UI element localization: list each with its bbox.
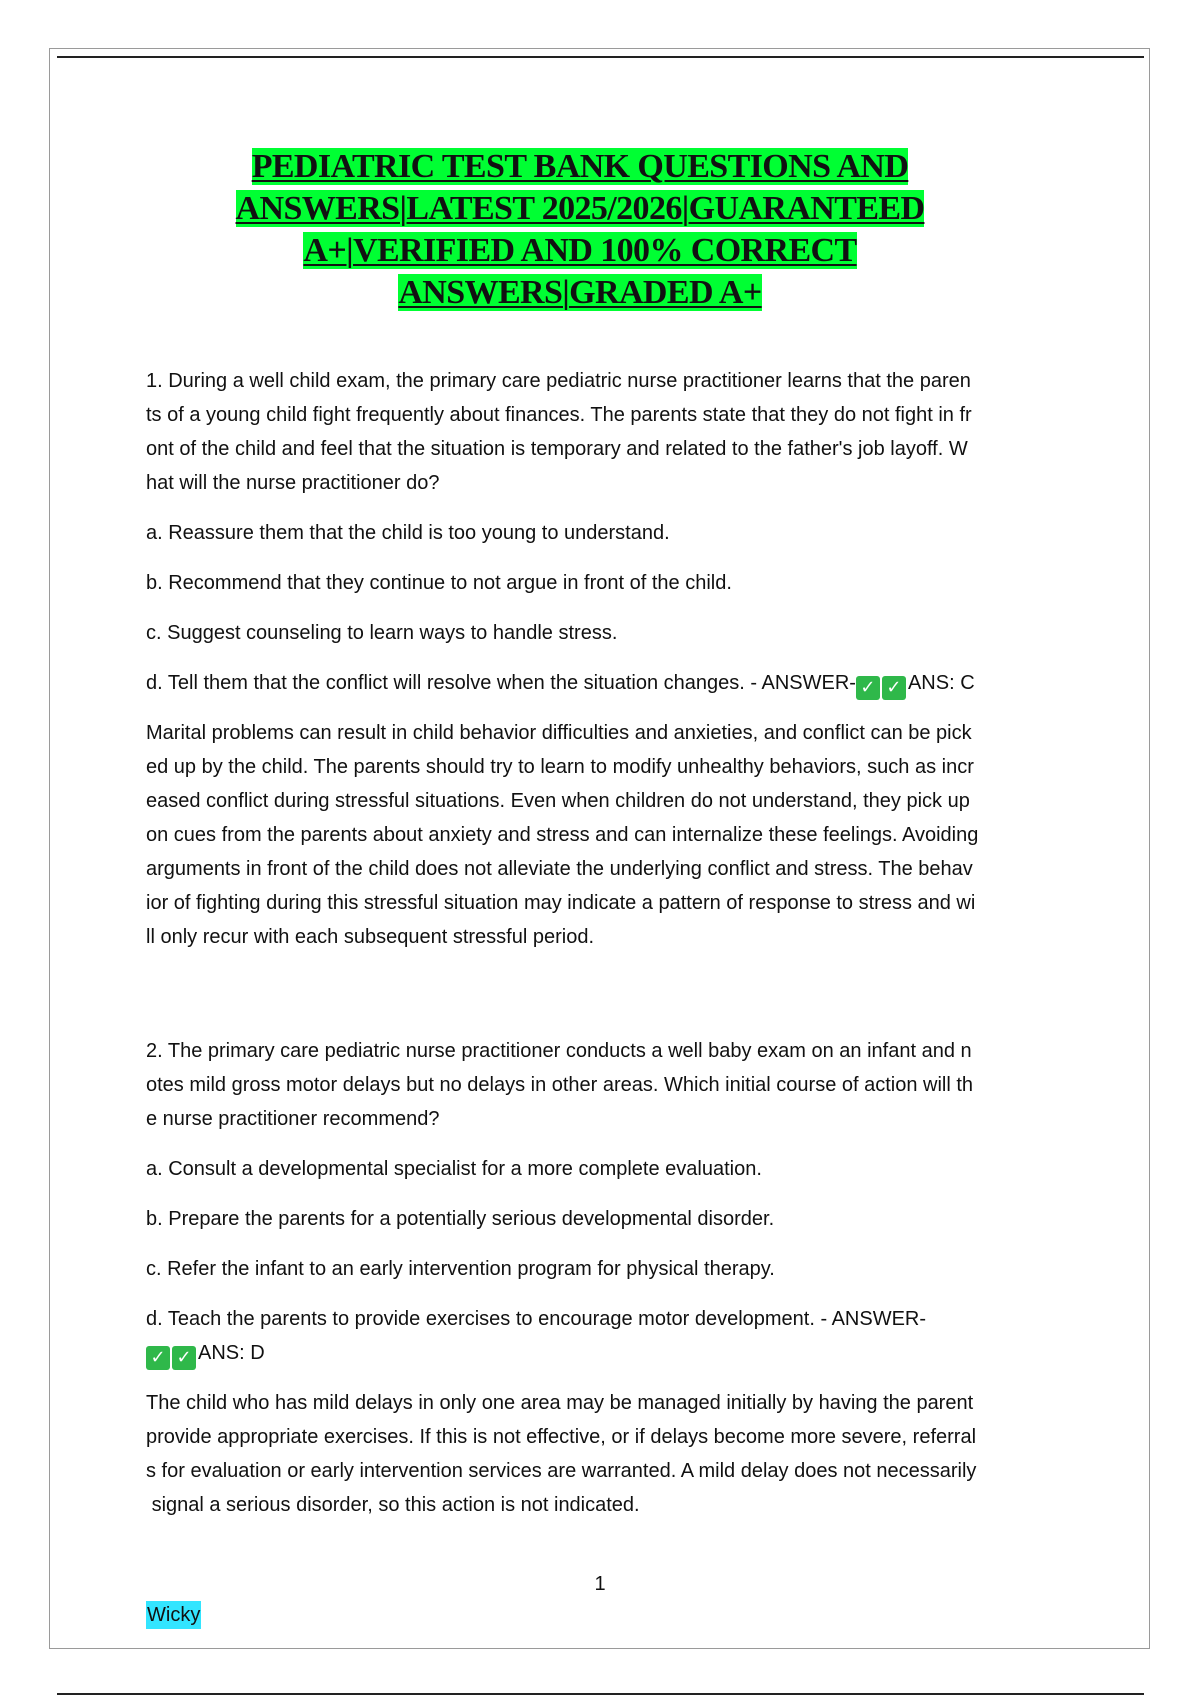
question-2 xyxy=(146,1034,1062,1522)
check-mark-icon: ✓ xyxy=(146,1346,170,1370)
title-line: ANSWERS|GRADED A+ xyxy=(398,274,762,311)
question-spacer xyxy=(146,970,1062,1034)
correct-answer: ANS: C xyxy=(907,672,975,694)
correct-answer: ANS: D xyxy=(198,1342,265,1364)
answer-option-a: a. Reassure them that the child is too young to understand. xyxy=(146,522,670,544)
document-body xyxy=(146,364,1062,1538)
answer-option-b: b. Prepare the parents for a potentially serious developmental disorder. xyxy=(146,1208,775,1230)
question-stem: 2. The primary care pediatric nurse practitioner conducts a well baby exam on an infant and n otes mild gross motor delays but no delays in other areas. Which initial course of action will th e nurse practitioner recommend? xyxy=(146,1040,974,1130)
answer-option-d xyxy=(146,1302,1062,1370)
answer-option-c: c. Suggest counseling to learn ways to handle stress. xyxy=(146,622,618,644)
answer-option-d-text: d. Teach the parents to provide exercises to encourage motor development. - ANSWER- xyxy=(146,1308,927,1330)
check-mark-icon: ✓ xyxy=(856,676,880,700)
title-line: A+|VERIFIED AND 100% CORRECT xyxy=(303,232,857,269)
header-rule xyxy=(57,56,1144,58)
question-stem: 1. During a well child exam, the primary care pediatric nurse practitioner learns that the paren ts of a young child fight frequently about finances. The parents state that they do not fight in fr ont of the child and feel that the situation is temporary and related to the father's job layoff. W hat will the nurse practitioner do? xyxy=(146,370,972,494)
answer-rationale: Marital problems can result in child behavior difficulties and anxieties, and conflict can be pick ed up by the child. The parents should try to learn to modify unhealthy behaviors, such as incr eased conflict during stressful situations. Even when children do not understand, they pick up on cues from the parents about anxiety and stress and can internalize these feelings. Avoiding arguments in front of the child does not alleviate the underlying conflict and stress. The behav ior of fighting during this stressful situation may indicate a pattern of response to stress and wi ll only recur with each subsequent stressful period. xyxy=(146,722,979,948)
title-line: PEDIATRIC TEST BANK QUESTIONS AND xyxy=(251,148,909,185)
question-1 xyxy=(146,364,1062,954)
footer-author-name: Wicky xyxy=(146,1601,201,1629)
check-mark-icon: ✓ xyxy=(882,676,906,700)
check-mark-icon: ✓ xyxy=(172,1346,196,1370)
answer-option-a: a. Consult a developmental specialist for a more complete evaluation. xyxy=(146,1158,762,1180)
answer-option-d-text: d. Tell them that the conflict will resolve when the situation changes. - ANSWER- xyxy=(146,672,856,694)
answer-rationale: The child who has mild delays in only one area may be managed initially by having the parent provide appropriate exercises. If this is not effective, or if delays become more severe, referral s for evaluation or early intervention services are warranted. A mild delay does not necessarily signal a serious disorder, so this action is not indicated. xyxy=(146,1392,977,1516)
answer-option-d xyxy=(146,666,1062,700)
answer-option-c: c. Refer the infant to an early intervention program for physical therapy. xyxy=(146,1258,775,1280)
page-number: 1 xyxy=(594,1573,606,1595)
title-line: ANSWERS|LATEST 2025/2026|GUARANTEED xyxy=(235,190,925,227)
document-title xyxy=(146,146,1014,314)
answer-option-b: b. Recommend that they continue to not argue in front of the child. xyxy=(146,572,732,594)
footer-rule xyxy=(57,1693,1144,1695)
